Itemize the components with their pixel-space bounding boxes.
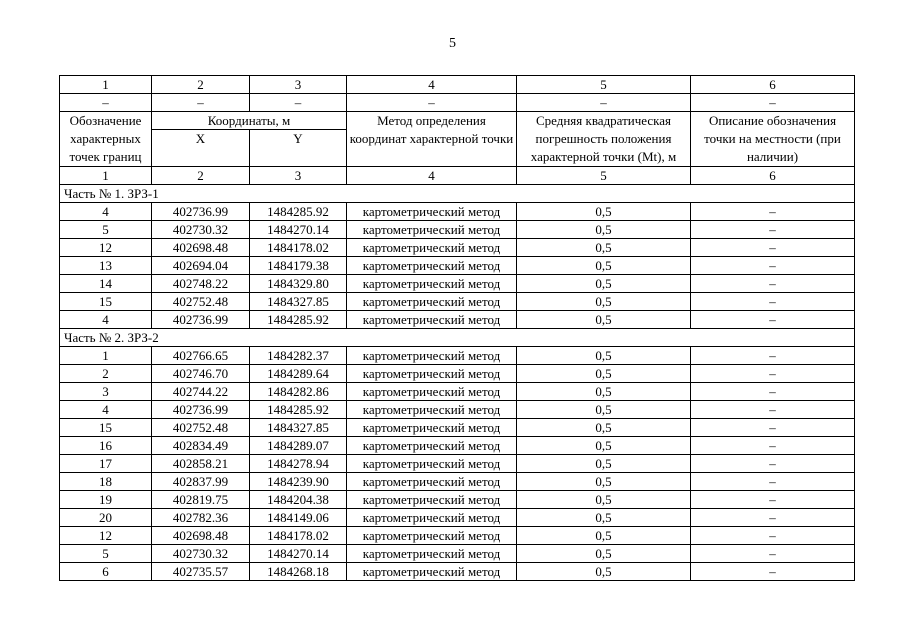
- y-coordinate-cell: 1484204.38: [250, 491, 347, 509]
- x-coordinate-cell: 402736.99: [152, 203, 250, 221]
- description-cell: –: [691, 221, 855, 239]
- description-cell: –: [691, 563, 855, 581]
- point-number-cell: 12: [60, 527, 152, 545]
- description-cell: –: [691, 347, 855, 365]
- page-number: 5: [449, 36, 456, 51]
- description-cell: –: [691, 545, 855, 563]
- coordinates-table: [59, 75, 855, 581]
- method-cell: картометрический метод: [347, 221, 517, 239]
- table-row: [60, 383, 855, 401]
- y-coordinate-cell: 1484270.14: [250, 221, 347, 239]
- dash-cell: –: [152, 94, 250, 112]
- method-cell: картометрический метод: [347, 275, 517, 293]
- y-coordinate-cell: 1484149.06: [250, 509, 347, 527]
- error-cell: 0,5: [517, 275, 691, 293]
- table-row: [60, 401, 855, 419]
- error-cell: 0,5: [517, 347, 691, 365]
- method-cell: картометрический метод: [347, 311, 517, 329]
- dash-cell: –: [60, 94, 152, 112]
- point-number-cell: 5: [60, 221, 152, 239]
- point-number-cell: 3: [60, 383, 152, 401]
- x-coordinate-cell: 402698.48: [152, 527, 250, 545]
- table-row: [60, 365, 855, 383]
- y-coordinate-cell: 1484178.02: [250, 239, 347, 257]
- method-cell: картометрический метод: [347, 563, 517, 581]
- description-cell: –: [691, 293, 855, 311]
- point-number-cell: 15: [60, 419, 152, 437]
- y-coordinate-cell: 1484285.92: [250, 401, 347, 419]
- table-row: [60, 455, 855, 473]
- error-cell: 0,5: [517, 545, 691, 563]
- point-number-cell: 17: [60, 455, 152, 473]
- method-cell: картометрический метод: [347, 347, 517, 365]
- table-row: [60, 473, 855, 491]
- x-coordinate-cell: 402752.48: [152, 419, 250, 437]
- table-row: [60, 437, 855, 455]
- column-number: 6: [691, 76, 855, 94]
- description-cell: –: [691, 275, 855, 293]
- header-y: Y: [250, 130, 347, 167]
- method-cell: картометрический метод: [347, 473, 517, 491]
- y-coordinate-cell: 1484278.94: [250, 455, 347, 473]
- column-number-row: [60, 167, 855, 185]
- column-number: 4: [347, 167, 517, 185]
- description-cell: –: [691, 473, 855, 491]
- table-row: [60, 527, 855, 545]
- error-cell: 0,5: [517, 527, 691, 545]
- x-coordinate-cell: 402746.70: [152, 365, 250, 383]
- table-row: [60, 347, 855, 365]
- column-number-row: [60, 76, 855, 94]
- x-coordinate-cell: 402752.48: [152, 293, 250, 311]
- point-number-cell: 5: [60, 545, 152, 563]
- y-coordinate-cell: 1484270.14: [250, 545, 347, 563]
- description-cell: –: [691, 509, 855, 527]
- x-coordinate-cell: 402837.99: [152, 473, 250, 491]
- x-coordinate-cell: 402736.99: [152, 311, 250, 329]
- x-coordinate-cell: 402748.22: [152, 275, 250, 293]
- column-number: 2: [152, 167, 250, 185]
- x-coordinate-cell: 402782.36: [152, 509, 250, 527]
- point-number-cell: 14: [60, 275, 152, 293]
- table-row: [60, 545, 855, 563]
- dash-cell: –: [250, 94, 347, 112]
- dash-cell: –: [517, 94, 691, 112]
- error-cell: 0,5: [517, 419, 691, 437]
- description-cell: –: [691, 491, 855, 509]
- x-coordinate-cell: 402736.99: [152, 401, 250, 419]
- point-number-cell: 13: [60, 257, 152, 275]
- y-coordinate-cell: 1484285.92: [250, 203, 347, 221]
- x-coordinate-cell: 402735.57: [152, 563, 250, 581]
- error-cell: 0,5: [517, 509, 691, 527]
- point-number-cell: 19: [60, 491, 152, 509]
- table-row: [60, 509, 855, 527]
- method-cell: картометрический метод: [347, 527, 517, 545]
- error-cell: 0,5: [517, 491, 691, 509]
- header-description: Описание обозначения точки на местности (при наличии): [691, 112, 855, 167]
- header-coordinates: Координаты, м: [152, 112, 347, 130]
- column-number: 1: [60, 167, 152, 185]
- x-coordinate-cell: 402698.48: [152, 239, 250, 257]
- y-coordinate-cell: 1484179.38: [250, 257, 347, 275]
- method-cell: картометрический метод: [347, 293, 517, 311]
- method-cell: картометрический метод: [347, 509, 517, 527]
- x-coordinate-cell: 402730.32: [152, 545, 250, 563]
- table-row: [60, 221, 855, 239]
- column-number: 6: [691, 167, 855, 185]
- table-row: [60, 293, 855, 311]
- method-cell: картометрический метод: [347, 365, 517, 383]
- error-cell: 0,5: [517, 365, 691, 383]
- method-cell: картометрический метод: [347, 401, 517, 419]
- description-cell: –: [691, 203, 855, 221]
- column-number: 3: [250, 76, 347, 94]
- error-cell: 0,5: [517, 383, 691, 401]
- column-number: 2: [152, 76, 250, 94]
- y-coordinate-cell: 1484289.64: [250, 365, 347, 383]
- y-coordinate-cell: 1484289.07: [250, 437, 347, 455]
- point-number-cell: 15: [60, 293, 152, 311]
- error-cell: 0,5: [517, 437, 691, 455]
- method-cell: картометрический метод: [347, 419, 517, 437]
- error-cell: 0,5: [517, 239, 691, 257]
- description-cell: –: [691, 257, 855, 275]
- section-title: Часть № 1. ЗРЗ-1: [60, 185, 855, 203]
- method-cell: картометрический метод: [347, 257, 517, 275]
- header-error: Средняя квадратическая погрешность положения характерной точки (Mt), м: [517, 112, 691, 167]
- header-x: X: [152, 130, 250, 167]
- column-number: 5: [517, 76, 691, 94]
- y-coordinate-cell: 1484285.92: [250, 311, 347, 329]
- point-number-cell: 2: [60, 365, 152, 383]
- y-coordinate-cell: 1484268.18: [250, 563, 347, 581]
- method-cell: картометрический метод: [347, 491, 517, 509]
- column-number: 3: [250, 167, 347, 185]
- section-title: Часть № 2. ЗРЗ-2: [60, 329, 855, 347]
- error-cell: 0,5: [517, 257, 691, 275]
- error-cell: 0,5: [517, 293, 691, 311]
- table-row: [60, 257, 855, 275]
- method-cell: картометрический метод: [347, 437, 517, 455]
- y-coordinate-cell: 1484282.86: [250, 383, 347, 401]
- table-row: [60, 203, 855, 221]
- method-cell: картометрический метод: [347, 203, 517, 221]
- description-cell: –: [691, 455, 855, 473]
- x-coordinate-cell: 402766.65: [152, 347, 250, 365]
- y-coordinate-cell: 1484178.02: [250, 527, 347, 545]
- description-cell: –: [691, 437, 855, 455]
- table-row: [60, 275, 855, 293]
- dash-row: [60, 94, 855, 112]
- point-number-cell: 16: [60, 437, 152, 455]
- table-row: [60, 491, 855, 509]
- method-cell: картометрический метод: [347, 455, 517, 473]
- method-cell: картометрический метод: [347, 383, 517, 401]
- x-coordinate-cell: 402858.21: [152, 455, 250, 473]
- dash-cell: –: [691, 94, 855, 112]
- dash-cell: –: [347, 94, 517, 112]
- description-cell: –: [691, 401, 855, 419]
- point-number-cell: 4: [60, 311, 152, 329]
- method-cell: картометрический метод: [347, 545, 517, 563]
- description-cell: –: [691, 365, 855, 383]
- error-cell: 0,5: [517, 563, 691, 581]
- y-coordinate-cell: 1484239.90: [250, 473, 347, 491]
- column-number: 4: [347, 76, 517, 94]
- table-row: [60, 311, 855, 329]
- point-number-cell: 6: [60, 563, 152, 581]
- description-cell: –: [691, 239, 855, 257]
- y-coordinate-cell: 1484327.85: [250, 293, 347, 311]
- x-coordinate-cell: 402834.49: [152, 437, 250, 455]
- error-cell: 0,5: [517, 203, 691, 221]
- x-coordinate-cell: 402730.32: [152, 221, 250, 239]
- error-cell: 0,5: [517, 221, 691, 239]
- point-number-cell: 12: [60, 239, 152, 257]
- point-number-cell: 18: [60, 473, 152, 491]
- column-number: 1: [60, 76, 152, 94]
- column-number: 5: [517, 167, 691, 185]
- x-coordinate-cell: 402744.22: [152, 383, 250, 401]
- point-number-cell: 1: [60, 347, 152, 365]
- y-coordinate-cell: 1484329.80: [250, 275, 347, 293]
- x-coordinate-cell: 402694.04: [152, 257, 250, 275]
- table-row: [60, 239, 855, 257]
- error-cell: 0,5: [517, 455, 691, 473]
- error-cell: 0,5: [517, 473, 691, 491]
- method-cell: картометрический метод: [347, 239, 517, 257]
- x-coordinate-cell: 402819.75: [152, 491, 250, 509]
- error-cell: 0,5: [517, 401, 691, 419]
- header-method: Метод определения координат характерной точки: [347, 112, 517, 167]
- description-cell: –: [691, 311, 855, 329]
- header-row: [60, 112, 855, 130]
- description-cell: –: [691, 527, 855, 545]
- section-title-row: [60, 185, 855, 203]
- point-number-cell: 4: [60, 401, 152, 419]
- error-cell: 0,5: [517, 311, 691, 329]
- description-cell: –: [691, 419, 855, 437]
- y-coordinate-cell: 1484327.85: [250, 419, 347, 437]
- point-number-cell: 20: [60, 509, 152, 527]
- table-row: [60, 419, 855, 437]
- y-coordinate-cell: 1484282.37: [250, 347, 347, 365]
- table-row: [60, 563, 855, 581]
- point-number-cell: 4: [60, 203, 152, 221]
- description-cell: –: [691, 383, 855, 401]
- header-designation: Обозначение характерных точек границ: [60, 112, 152, 167]
- section-title-row: [60, 329, 855, 347]
